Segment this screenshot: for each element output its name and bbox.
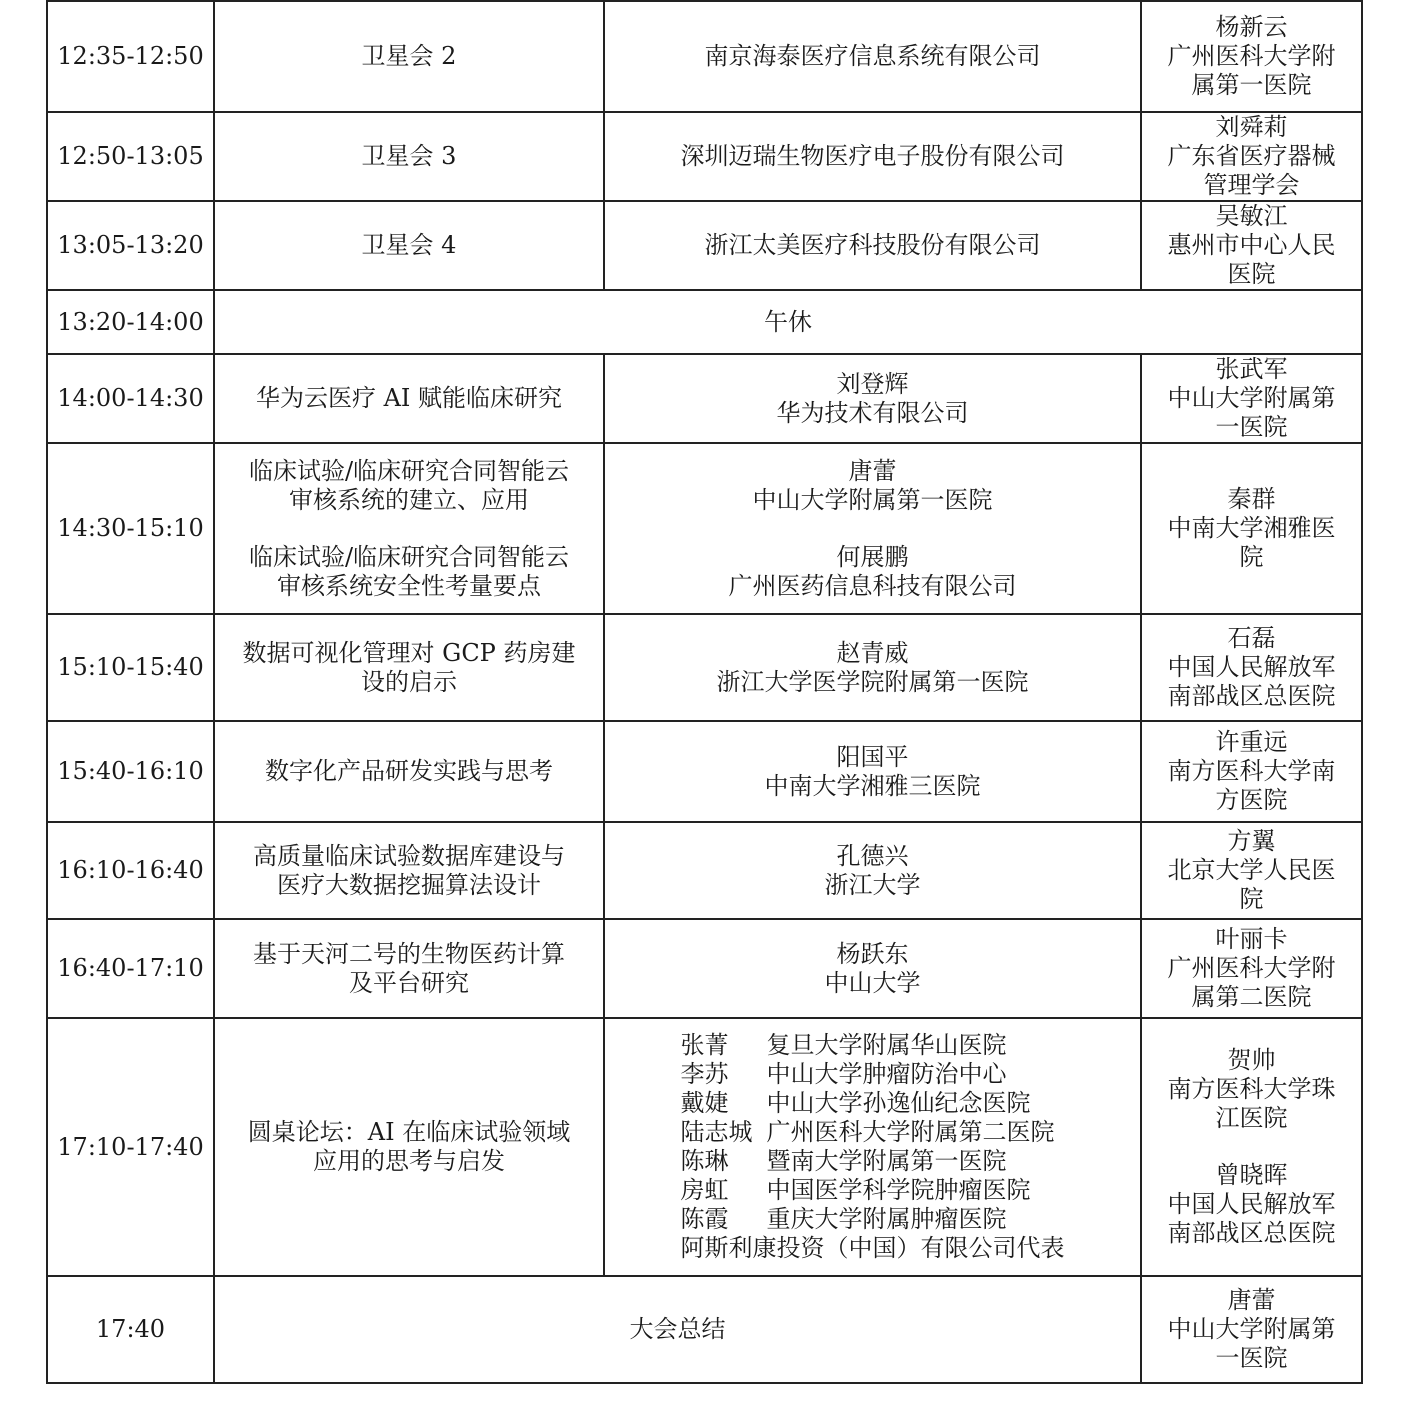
- topic-cell: 卫星会 3: [214, 112, 604, 201]
- topic-line: 圆桌论坛：AI 在临床试验领域: [247, 1118, 571, 1146]
- time-cell: 17:40: [47, 1276, 214, 1383]
- chair-org: 广东省医疗器械: [1167, 142, 1336, 170]
- chair-org: 南方医科大学珠: [1167, 1075, 1336, 1103]
- speaker-name: 赵青威: [836, 638, 909, 667]
- topic-cell: [214, 919, 604, 1018]
- chair-org: 一医院: [1215, 413, 1288, 441]
- chair-org: 属第一医院: [1191, 71, 1312, 99]
- table-row: [47, 919, 1362, 1018]
- chair-name: 曾晓晖: [1215, 1161, 1288, 1189]
- topic-cell: 卫星会 4: [214, 201, 604, 290]
- time-cell: 12:35-12:50: [47, 1, 214, 112]
- chair-org: 一医院: [1215, 1344, 1288, 1372]
- speaker-cell: [604, 822, 1141, 919]
- speaker-name: 唐蕾: [848, 456, 897, 485]
- chair-org: 广州医科大学附: [1167, 42, 1336, 70]
- topic-line: 临床试验/临床研究合同智能云: [248, 542, 570, 571]
- time-cell: 12:50-13:05: [47, 112, 214, 201]
- chair-name: 石磊: [1227, 624, 1276, 652]
- panelist: 阿斯利康投资（中国）有限公司代表: [680, 1234, 1065, 1262]
- speaker-cell: 深圳迈瑞生物医疗电子股份有限公司: [604, 112, 1141, 201]
- speaker-cell: 南京海泰医疗信息系统有限公司: [604, 1, 1141, 112]
- topic-cell: 卫星会 2: [214, 1, 604, 112]
- time-cell: 16:40-17:10: [47, 919, 214, 1018]
- speaker-cell: [604, 614, 1141, 721]
- panelist: 陈霞 重庆大学附属肿瘤医院: [680, 1205, 1007, 1233]
- spacer: [218, 515, 600, 543]
- chair-org: 方医院: [1215, 786, 1288, 814]
- topic-cell: 数字化产品研发实践与思考: [214, 721, 604, 822]
- topic-line: 及平台研究: [349, 968, 469, 997]
- chair-org: 江医院: [1215, 1104, 1288, 1132]
- chair-cell: [1141, 112, 1362, 201]
- table-row: [47, 443, 1362, 614]
- speaker-org: 中南大学湘雅三医院: [764, 771, 981, 800]
- time-cell: 17:10-17:40: [47, 1018, 214, 1276]
- speaker-org: 浙江大学: [824, 870, 921, 899]
- chair-name: 方翼: [1227, 827, 1276, 855]
- panelist-list: [681, 1031, 1065, 1263]
- speaker-org: 广州医药信息科技有限公司: [728, 571, 1017, 600]
- chair-org: 属第二医院: [1191, 983, 1312, 1011]
- table-row: [47, 721, 1362, 822]
- table-row: [47, 1276, 1362, 1383]
- table-row: [47, 822, 1362, 919]
- schedule-table: [46, 0, 1363, 1384]
- panelist: 李苏 中山大学肿瘤防治中心: [680, 1060, 1007, 1088]
- chair-name: 叶丽卡: [1215, 925, 1288, 953]
- time-cell: 15:10-15:40: [47, 614, 214, 721]
- chair-cell: [1141, 721, 1362, 822]
- panel-cell: [604, 1018, 1141, 1276]
- speaker-org: 浙江大学医学院附属第一医院: [716, 667, 1029, 696]
- chair-org: 广州医科大学附: [1167, 954, 1336, 982]
- topic-line: 基于天河二号的生物医药计算: [253, 939, 565, 968]
- topic-line: 审核系统安全性考量要点: [277, 571, 541, 600]
- chair-cell: [1141, 1018, 1362, 1276]
- chair-name: 贺帅: [1227, 1046, 1276, 1074]
- speaker-name: 刘登辉: [836, 369, 909, 398]
- chair-cell: [1141, 1276, 1362, 1383]
- panelist: 房虹 中国医学科学院肿瘤医院: [680, 1176, 1031, 1204]
- speaker-cell: [604, 354, 1141, 443]
- panelist: 陈琳 暨南大学附属第一医院: [680, 1147, 1007, 1175]
- chair-org: 院: [1239, 885, 1264, 913]
- speaker-org: 中山大学: [824, 968, 921, 997]
- break-cell: 午休: [214, 290, 1362, 354]
- speaker-cell: 浙江太美医疗科技股份有限公司: [604, 201, 1141, 290]
- speaker-cell: [604, 721, 1141, 822]
- table-row: [47, 614, 1362, 721]
- table-row: [47, 290, 1362, 354]
- chair-cell: [1141, 201, 1362, 290]
- table-row: [47, 1018, 1362, 1276]
- chair-org: 医院: [1227, 260, 1276, 288]
- table-row: [47, 1, 1362, 112]
- panelist: 陆志城 广州医科大学附属第二医院: [680, 1118, 1055, 1146]
- chair-cell: [1141, 919, 1362, 1018]
- chair-org: 中山大学附属第: [1167, 1315, 1336, 1343]
- speaker-name: 阳国平: [836, 742, 909, 771]
- chair-org: 北京大学人民医: [1167, 856, 1336, 884]
- time-cell: 13:05-13:20: [47, 201, 214, 290]
- topic-line: 高质量临床试验数据库建设与: [253, 841, 565, 870]
- chair-name: 许重远: [1215, 728, 1288, 756]
- speaker-name: 孔德兴: [836, 841, 909, 870]
- topic-line: 审核系统的建立、应用: [289, 485, 529, 514]
- chair-org: 中国人民解放军: [1167, 1190, 1336, 1218]
- speaker-org: 华为技术有限公司: [776, 398, 969, 427]
- chair-cell: [1141, 354, 1362, 443]
- chair-name: 吴敏江: [1215, 202, 1288, 230]
- chair-name: 唐蕾: [1227, 1286, 1276, 1314]
- speaker-name: 杨跃东: [836, 939, 909, 968]
- topic-line: 临床试验/临床研究合同智能云: [248, 456, 570, 485]
- speaker-org: 中山大学附属第一医院: [752, 485, 993, 514]
- time-cell: 16:10-16:40: [47, 822, 214, 919]
- spacer: [1145, 1133, 1358, 1161]
- chair-org: 南方医科大学南: [1167, 757, 1336, 785]
- topic-cell: [214, 822, 604, 919]
- chair-org: 中国人民解放军: [1167, 653, 1336, 681]
- speaker-cell: [604, 443, 1141, 614]
- time-cell: 14:30-15:10: [47, 443, 214, 614]
- chair-org: 院: [1239, 543, 1264, 571]
- time-cell: 15:40-16:10: [47, 721, 214, 822]
- chair-org: 惠州市中心人民: [1167, 231, 1336, 259]
- chair-cell: [1141, 1, 1362, 112]
- topic-cell: [214, 443, 604, 614]
- chair-cell: [1141, 443, 1362, 614]
- time-cell: 14:00-14:30: [47, 354, 214, 443]
- topic-line: 医疗大数据挖掘算法设计: [277, 870, 541, 899]
- chair-org: 管理学会: [1203, 171, 1300, 199]
- panelist: 戴婕 中山大学孙逸仙纪念医院: [680, 1089, 1031, 1117]
- chair-name: 张武军: [1215, 355, 1288, 383]
- spacer: [608, 515, 1137, 543]
- table-row: [47, 354, 1362, 443]
- topic-cell: 大会总结: [214, 1276, 1141, 1383]
- speaker-cell: [604, 919, 1141, 1018]
- chair-name: 秦群: [1227, 485, 1276, 513]
- time-cell: 13:20-14:00: [47, 290, 214, 354]
- chair-org: 中南大学湘雅医: [1167, 514, 1336, 542]
- chair-org: 中山大学附属第: [1167, 384, 1336, 412]
- speaker-name: 何展鹏: [836, 542, 909, 571]
- chair-name: 刘舜莉: [1215, 113, 1288, 141]
- topic-line: 数据可视化管理对 GCP 药房建: [242, 638, 576, 667]
- chair-cell: [1141, 822, 1362, 919]
- table-row: [47, 201, 1362, 290]
- chair-org: 南部战区总医院: [1167, 1219, 1336, 1247]
- topic-cell: [214, 614, 604, 721]
- panelist: 张菁 复旦大学附属华山医院: [680, 1031, 1007, 1059]
- topic-line: 设的启示: [361, 667, 457, 696]
- topic-cell: 华为云医疗 AI 赋能临床研究: [214, 354, 604, 443]
- table-row: [47, 112, 1362, 201]
- chair-org: 南部战区总医院: [1167, 682, 1336, 710]
- topic-line: 应用的思考与启发: [313, 1147, 505, 1175]
- topic-cell: [214, 1018, 604, 1276]
- chair-name: 杨新云: [1215, 13, 1288, 41]
- chair-cell: [1141, 614, 1362, 721]
